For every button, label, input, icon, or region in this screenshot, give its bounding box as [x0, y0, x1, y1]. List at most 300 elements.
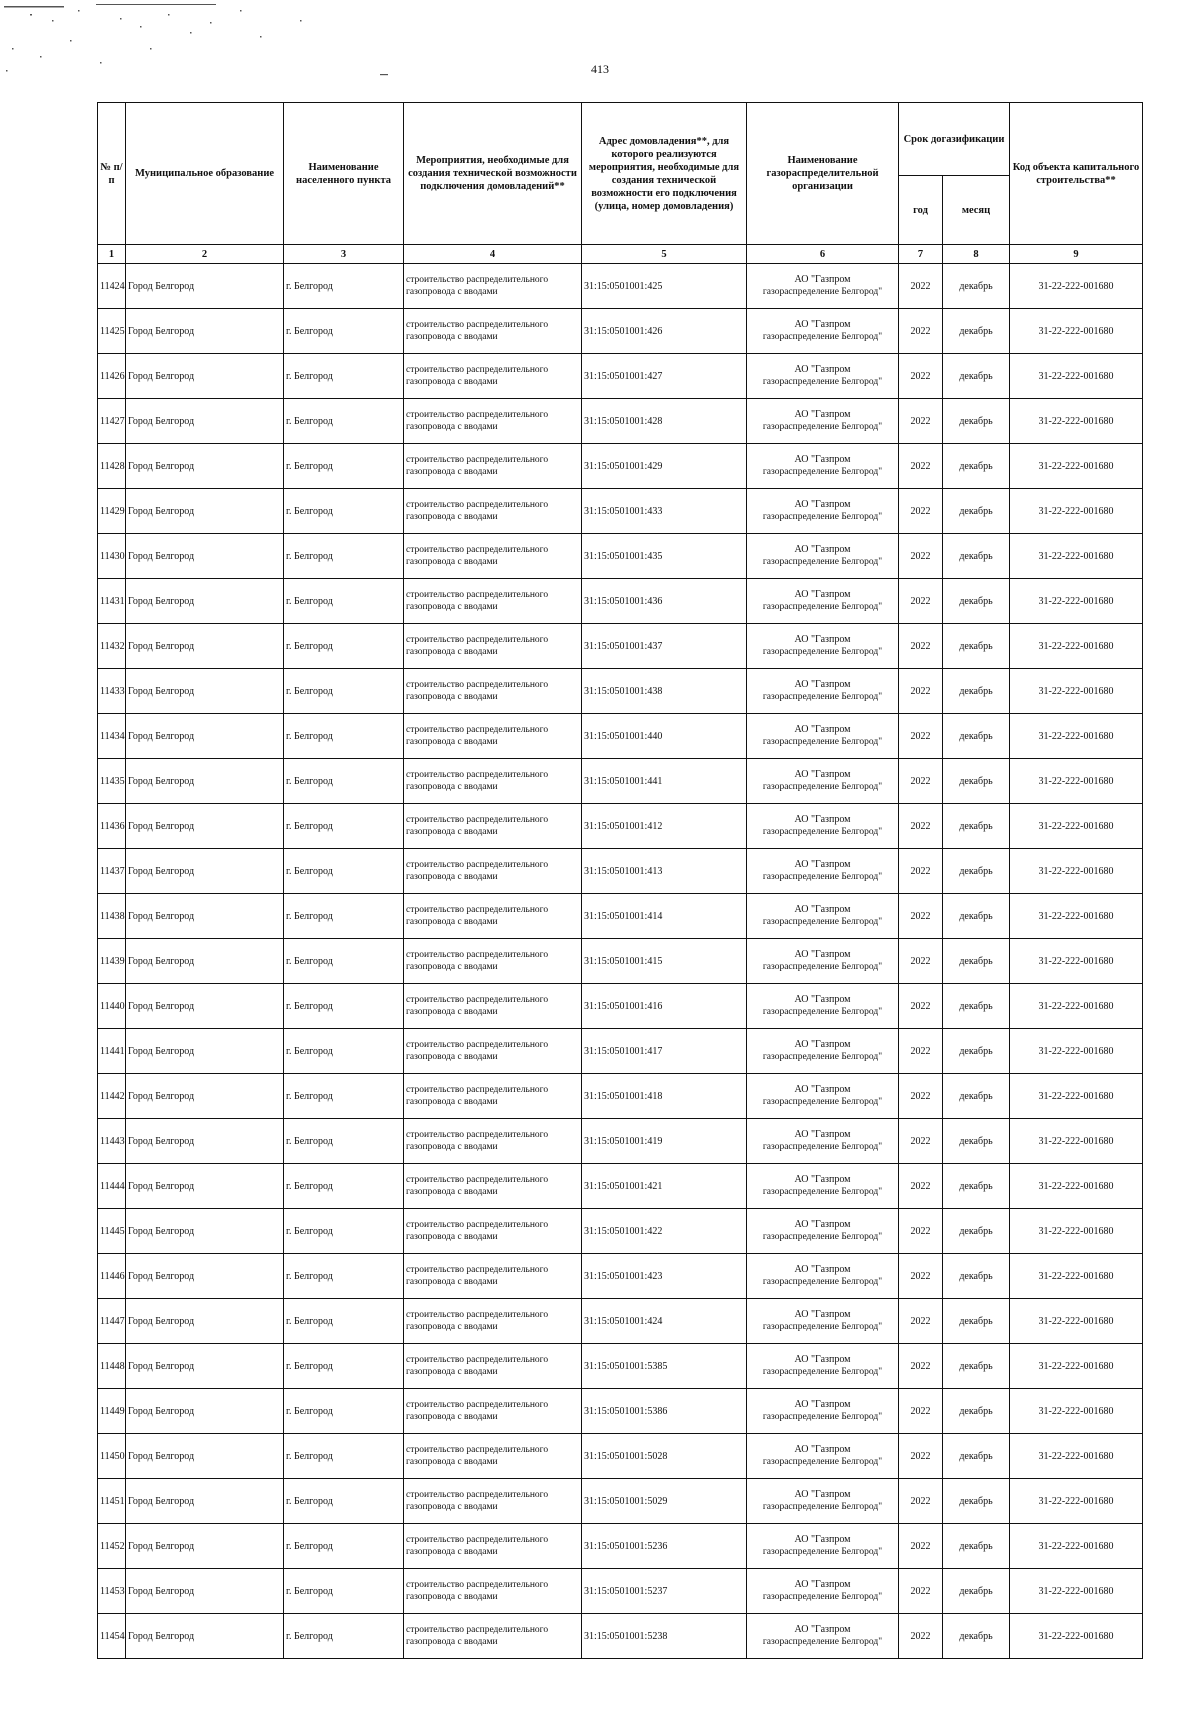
organization-cell	[747, 939, 899, 984]
organization-cell	[747, 399, 899, 444]
settlement-cell: г. Белгород	[284, 849, 404, 894]
settlement-cell: г. Белгород	[284, 1524, 404, 1569]
year-cell: 2022	[899, 1389, 943, 1434]
header-settlement: Наименование населенного пункта	[284, 103, 404, 245]
organization-line-2: газораспределение Белгород"	[762, 1547, 883, 1557]
settlement-cell: г. Белгород	[284, 309, 404, 354]
row-number: 11450	[98, 1434, 126, 1479]
month-cell: декабрь	[943, 1344, 1010, 1389]
activity-cell: строительство распределительного газопровода с вводами	[404, 1614, 582, 1659]
month-cell: декабрь	[943, 1164, 1010, 1209]
month-cell: декабрь	[943, 624, 1010, 669]
month-cell: декабрь	[943, 1614, 1010, 1659]
gasification-table	[97, 102, 1143, 1659]
municipality-cell: Город Белгород	[126, 489, 284, 534]
table-row	[98, 399, 1143, 444]
municipality-cell: Город Белгород	[126, 669, 284, 714]
organization-line-1: АО "Газпром	[794, 1624, 851, 1635]
activity-cell: строительство распределительного газопровода с вводами	[404, 1569, 582, 1614]
address-cell: 31:15:0501001:415	[582, 939, 747, 984]
organization-cell	[747, 714, 899, 759]
code-cell: 31-22-222-001680	[1010, 759, 1143, 804]
month-cell: декабрь	[943, 1389, 1010, 1434]
activity-cell: строительство распределительного газопровода с вводами	[404, 399, 582, 444]
column-number: 2	[126, 245, 284, 264]
organization-line-1: АО "Газпром	[794, 1354, 851, 1365]
month-cell: декабрь	[943, 354, 1010, 399]
organization-line-2: газораспределение Белгород"	[762, 332, 883, 342]
municipality-cell: Город Белгород	[126, 399, 284, 444]
year-cell: 2022	[899, 1524, 943, 1569]
table-row	[98, 669, 1143, 714]
organization-cell	[747, 624, 899, 669]
organization-line-2: газораспределение Белгород"	[762, 602, 883, 612]
settlement-cell: г. Белгород	[284, 759, 404, 804]
year-cell: 2022	[899, 399, 943, 444]
settlement-cell: г. Белгород	[284, 399, 404, 444]
settlement-cell: г. Белгород	[284, 1569, 404, 1614]
activity-cell: строительство распределительного газопровода с вводами	[404, 1074, 582, 1119]
settlement-cell: г. Белгород	[284, 624, 404, 669]
year-cell: 2022	[899, 1569, 943, 1614]
month-cell: декабрь	[943, 489, 1010, 534]
organization-line-1: АО "Газпром	[794, 1309, 851, 1320]
address-cell: 31:15:0501001:437	[582, 624, 747, 669]
code-cell: 31-22-222-001680	[1010, 1074, 1143, 1119]
year-cell: 2022	[899, 309, 943, 354]
address-cell: 31:15:0501001:436	[582, 579, 747, 624]
organization-line-2: газораспределение Белгород"	[762, 1502, 883, 1512]
code-cell: 31-22-222-001680	[1010, 444, 1143, 489]
organization-line-2: газораспределение Белгород"	[762, 377, 883, 387]
month-cell: декабрь	[943, 1209, 1010, 1254]
settlement-cell: г. Белгород	[284, 669, 404, 714]
row-number: 11425	[98, 309, 126, 354]
activity-cell: строительство распределительного газопровода с вводами	[404, 264, 582, 309]
address-cell: 31:15:0501001:5386	[582, 1389, 747, 1434]
organization-line-2: газораспределение Белгород"	[762, 1412, 883, 1422]
settlement-cell: г. Белгород	[284, 534, 404, 579]
code-cell: 31-22-222-001680	[1010, 714, 1143, 759]
activity-cell: строительство распределительного газопровода с вводами	[404, 1119, 582, 1164]
table-row	[98, 984, 1143, 1029]
organization-line-1: АО "Газпром	[794, 364, 851, 375]
settlement-cell: г. Белгород	[284, 939, 404, 984]
organization-cell	[747, 759, 899, 804]
table-row	[98, 309, 1143, 354]
table-row	[98, 1479, 1143, 1524]
organization-cell	[747, 984, 899, 1029]
header-activities: Мероприятия, необходимые для создания технической возможности подключения домовладений**	[404, 103, 582, 245]
activity-cell: строительство распределительного газопровода с вводами	[404, 759, 582, 804]
activity-cell: строительство распределительного газопровода с вводами	[404, 1029, 582, 1074]
table-row	[98, 849, 1143, 894]
table-body	[98, 264, 1143, 1659]
month-cell: декабрь	[943, 399, 1010, 444]
settlement-cell: г. Белгород	[284, 894, 404, 939]
municipality-cell: Город Белгород	[126, 1074, 284, 1119]
code-cell: 31-22-222-001680	[1010, 354, 1143, 399]
settlement-cell: г. Белгород	[284, 1254, 404, 1299]
settlement-cell: г. Белгород	[284, 1164, 404, 1209]
row-number: 11444	[98, 1164, 126, 1209]
organization-line-1: АО "Газпром	[794, 1219, 851, 1230]
activity-cell: строительство распределительного газопровода с вводами	[404, 1434, 582, 1479]
address-cell: 31:15:0501001:5385	[582, 1344, 747, 1389]
table-row	[98, 894, 1143, 939]
row-number: 11430	[98, 534, 126, 579]
year-cell: 2022	[899, 1074, 943, 1119]
organization-cell	[747, 489, 899, 534]
address-cell: 31:15:0501001:427	[582, 354, 747, 399]
activity-cell: строительство распределительного газопровода с вводами	[404, 1164, 582, 1209]
municipality-cell: Город Белгород	[126, 1524, 284, 1569]
municipality-cell: Город Белгород	[126, 1254, 284, 1299]
address-cell: 31:15:0501001:5028	[582, 1434, 747, 1479]
year-cell: 2022	[899, 984, 943, 1029]
code-cell: 31-22-222-001680	[1010, 1299, 1143, 1344]
table-row	[98, 1254, 1143, 1299]
settlement-cell: г. Белгород	[284, 264, 404, 309]
organization-line-2: газораспределение Белгород"	[762, 782, 883, 792]
header-year: год	[899, 176, 943, 245]
year-cell: 2022	[899, 804, 943, 849]
municipality-cell: Город Белгород	[126, 714, 284, 759]
municipality-cell: Город Белгород	[126, 1299, 284, 1344]
month-cell: декабрь	[943, 1119, 1010, 1164]
municipality-cell: Город Белгород	[126, 1479, 284, 1524]
organization-line-1: АО "Газпром	[794, 1129, 851, 1140]
code-cell: 31-22-222-001680	[1010, 399, 1143, 444]
year-cell: 2022	[899, 1209, 943, 1254]
month-cell: декабрь	[943, 1479, 1010, 1524]
row-number: 11446	[98, 1254, 126, 1299]
organization-line-2: газораспределение Белгород"	[762, 827, 883, 837]
organization-cell	[747, 1434, 899, 1479]
code-cell: 31-22-222-001680	[1010, 984, 1143, 1029]
address-cell: 31:15:0501001:441	[582, 759, 747, 804]
row-number: 11441	[98, 1029, 126, 1074]
table-row	[98, 1074, 1143, 1119]
year-cell: 2022	[899, 489, 943, 534]
address-cell: 31:15:0501001:425	[582, 264, 747, 309]
row-number: 11445	[98, 1209, 126, 1254]
organization-cell	[747, 1389, 899, 1434]
organization-cell	[747, 804, 899, 849]
organization-line-2: газораспределение Белгород"	[762, 1097, 883, 1107]
organization-line-2: газораспределение Белгород"	[762, 1277, 883, 1287]
organization-line-2: газораспределение Белгород"	[762, 1007, 883, 1017]
row-number: 11433	[98, 669, 126, 714]
organization-line-2: газораспределение Белгород"	[762, 962, 883, 972]
address-cell: 31:15:0501001:422	[582, 1209, 747, 1254]
code-cell: 31-22-222-001680	[1010, 309, 1143, 354]
row-number: 11449	[98, 1389, 126, 1434]
organization-line-1: АО "Газпром	[794, 994, 851, 1005]
year-cell: 2022	[899, 1614, 943, 1659]
activity-cell: строительство распределительного газопровода с вводами	[404, 1344, 582, 1389]
organization-line-1: АО "Газпром	[794, 1534, 851, 1545]
row-number: 11429	[98, 489, 126, 534]
address-cell: 31:15:0501001:423	[582, 1254, 747, 1299]
month-cell: декабрь	[943, 1434, 1010, 1479]
row-number: 11454	[98, 1614, 126, 1659]
month-cell: декабрь	[943, 1299, 1010, 1344]
organization-line-1: АО "Газпром	[794, 1399, 851, 1410]
month-cell: декабрь	[943, 534, 1010, 579]
settlement-cell: г. Белгород	[284, 1074, 404, 1119]
municipality-cell: Город Белгород	[126, 1344, 284, 1389]
municipality-cell: Город Белгород	[126, 534, 284, 579]
settlement-cell: г. Белгород	[284, 1614, 404, 1659]
row-number: 11451	[98, 1479, 126, 1524]
organization-line-1: АО "Газпром	[794, 1174, 851, 1185]
header-municipality: Муниципальное образование	[126, 103, 284, 245]
row-number: 11432	[98, 624, 126, 669]
organization-cell	[747, 1479, 899, 1524]
month-cell: декабрь	[943, 669, 1010, 714]
organization-cell	[747, 264, 899, 309]
municipality-cell: Город Белгород	[126, 1569, 284, 1614]
activity-cell: строительство распределительного газопровода с вводами	[404, 849, 582, 894]
municipality-cell: Город Белгород	[126, 354, 284, 399]
row-number: 11453	[98, 1569, 126, 1614]
code-cell: 31-22-222-001680	[1010, 264, 1143, 309]
activity-cell: строительство распределительного газопровода с вводами	[404, 939, 582, 984]
organization-cell	[747, 1209, 899, 1254]
organization-line-2: газораспределение Белгород"	[762, 1457, 883, 1467]
year-cell: 2022	[899, 1254, 943, 1299]
month-cell: декабрь	[943, 309, 1010, 354]
code-cell: 31-22-222-001680	[1010, 534, 1143, 579]
address-cell: 31:15:0501001:426	[582, 309, 747, 354]
municipality-cell: Город Белгород	[126, 1029, 284, 1074]
settlement-cell: г. Белгород	[284, 1389, 404, 1434]
organization-line-2: газораспределение Белгород"	[762, 1367, 883, 1377]
code-cell: 31-22-222-001680	[1010, 1389, 1143, 1434]
month-cell: декабрь	[943, 579, 1010, 624]
row-number: 11436	[98, 804, 126, 849]
organization-line-1: АО "Газпром	[794, 904, 851, 915]
organization-cell	[747, 1524, 899, 1569]
column-number: 9	[1010, 245, 1143, 264]
table-row	[98, 264, 1143, 309]
table-row	[98, 534, 1143, 579]
year-cell: 2022	[899, 624, 943, 669]
municipality-cell: Город Белгород	[126, 804, 284, 849]
month-cell: декабрь	[943, 1569, 1010, 1614]
organization-line-2: газораспределение Белгород"	[762, 917, 883, 927]
organization-line-1: АО "Газпром	[794, 499, 851, 510]
month-cell: декабрь	[943, 849, 1010, 894]
municipality-cell: Город Белгород	[126, 759, 284, 804]
organization-line-1: АО "Газпром	[794, 949, 851, 960]
organization-line-2: газораспределение Белгород"	[762, 1142, 883, 1152]
activity-cell: строительство распределительного газопровода с вводами	[404, 1254, 582, 1299]
settlement-cell: г. Белгород	[284, 1029, 404, 1074]
code-cell: 31-22-222-001680	[1010, 849, 1143, 894]
municipality-cell: Город Белгород	[126, 894, 284, 939]
row-number: 11439	[98, 939, 126, 984]
row-number: 11442	[98, 1074, 126, 1119]
organization-line-1: АО "Газпром	[794, 1489, 851, 1500]
table-row	[98, 1344, 1143, 1389]
address-cell: 31:15:0501001:416	[582, 984, 747, 1029]
organization-cell	[747, 1299, 899, 1344]
header-num: № п/п	[98, 103, 126, 245]
organization-cell	[747, 669, 899, 714]
organization-line-1: АО "Газпром	[794, 1444, 851, 1455]
year-cell: 2022	[899, 264, 943, 309]
year-cell: 2022	[899, 1344, 943, 1389]
organization-cell	[747, 1344, 899, 1389]
code-cell: 31-22-222-001680	[1010, 1524, 1143, 1569]
column-number: 3	[284, 245, 404, 264]
year-cell: 2022	[899, 1164, 943, 1209]
municipality-cell: Город Белгород	[126, 579, 284, 624]
row-number: 11435	[98, 759, 126, 804]
activity-cell: строительство распределительного газопровода с вводами	[404, 354, 582, 399]
year-cell: 2022	[899, 354, 943, 399]
organization-cell	[747, 1254, 899, 1299]
row-number: 11426	[98, 354, 126, 399]
settlement-cell: г. Белгород	[284, 1434, 404, 1479]
code-cell: 31-22-222-001680	[1010, 894, 1143, 939]
activity-cell: строительство распределительного газопровода с вводами	[404, 669, 582, 714]
activity-cell: строительство распределительного газопровода с вводами	[404, 984, 582, 1029]
year-cell: 2022	[899, 444, 943, 489]
organization-line-1: АО "Газпром	[794, 589, 851, 600]
organization-line-2: газораспределение Белгород"	[762, 1232, 883, 1242]
month-cell: декабрь	[943, 444, 1010, 489]
year-cell: 2022	[899, 939, 943, 984]
organization-cell	[747, 309, 899, 354]
table-row	[98, 1164, 1143, 1209]
organization-cell	[747, 444, 899, 489]
year-cell: 2022	[899, 759, 943, 804]
activity-cell: строительство распределительного газопровода с вводами	[404, 489, 582, 534]
organization-line-2: газораспределение Белгород"	[762, 1187, 883, 1197]
settlement-cell: г. Белгород	[284, 1209, 404, 1254]
table-row	[98, 1614, 1143, 1659]
activity-cell: строительство распределительного газопровода с вводами	[404, 309, 582, 354]
year-cell: 2022	[899, 849, 943, 894]
row-number: 11443	[98, 1119, 126, 1164]
activity-cell: строительство распределительного газопровода с вводами	[404, 1479, 582, 1524]
organization-line-2: газораспределение Белгород"	[762, 692, 883, 702]
table-row	[98, 1569, 1143, 1614]
table-row	[98, 354, 1143, 399]
code-cell: 31-22-222-001680	[1010, 1614, 1143, 1659]
code-cell: 31-22-222-001680	[1010, 1119, 1143, 1164]
month-cell: декабрь	[943, 894, 1010, 939]
table-row	[98, 444, 1143, 489]
table-row	[98, 1029, 1143, 1074]
row-number: 11431	[98, 579, 126, 624]
activity-cell: строительство распределительного газопровода с вводами	[404, 1524, 582, 1569]
header-code: Код объекта капитального строительства**	[1010, 103, 1143, 245]
address-cell: 31:15:0501001:428	[582, 399, 747, 444]
organization-line-1: АО "Газпром	[794, 769, 851, 780]
settlement-cell: г. Белгород	[284, 714, 404, 759]
settlement-cell: г. Белгород	[284, 1299, 404, 1344]
organization-line-2: газораспределение Белгород"	[762, 1637, 883, 1647]
column-number: 1	[98, 245, 126, 264]
year-cell: 2022	[899, 1119, 943, 1164]
year-cell: 2022	[899, 1479, 943, 1524]
table-row	[98, 579, 1143, 624]
address-cell: 31:15:0501001:417	[582, 1029, 747, 1074]
row-number: 11428	[98, 444, 126, 489]
column-number: 6	[747, 245, 899, 264]
organization-cell	[747, 579, 899, 624]
organization-line-2: газораспределение Белгород"	[762, 647, 883, 657]
month-cell: декабрь	[943, 939, 1010, 984]
municipality-cell: Город Белгород	[126, 1119, 284, 1164]
organization-line-2: газораспределение Белгород"	[762, 1052, 883, 1062]
organization-line-1: АО "Газпром	[794, 1084, 851, 1095]
year-cell: 2022	[899, 894, 943, 939]
code-cell: 31-22-222-001680	[1010, 1029, 1143, 1074]
row-number: 11437	[98, 849, 126, 894]
table-row	[98, 489, 1143, 534]
settlement-cell: г. Белгород	[284, 804, 404, 849]
table-row	[98, 1524, 1143, 1569]
column-number: 7	[899, 245, 943, 264]
activity-cell: строительство распределительного газопровода с вводами	[404, 714, 582, 759]
address-cell: 31:15:0501001:412	[582, 804, 747, 849]
organization-line-1: АО "Газпром	[794, 1039, 851, 1050]
settlement-cell: г. Белгород	[284, 984, 404, 1029]
month-cell: декабрь	[943, 714, 1010, 759]
column-number: 5	[582, 245, 747, 264]
organization-cell	[747, 1164, 899, 1209]
organization-line-1: АО "Газпром	[794, 814, 851, 825]
code-cell: 31-22-222-001680	[1010, 1164, 1143, 1209]
organization-line-2: газораспределение Белгород"	[762, 1322, 883, 1332]
year-cell: 2022	[899, 1029, 943, 1074]
organization-line-1: АО "Газпром	[794, 544, 851, 555]
table-row	[98, 1434, 1143, 1479]
activity-cell: строительство распределительного газопровода с вводами	[404, 1389, 582, 1434]
address-cell: 31:15:0501001:5236	[582, 1524, 747, 1569]
organization-line-1: АО "Газпром	[794, 724, 851, 735]
organization-cell	[747, 1029, 899, 1074]
row-number: 11447	[98, 1299, 126, 1344]
row-number: 11427	[98, 399, 126, 444]
activity-cell: строительство распределительного газопровода с вводами	[404, 1299, 582, 1344]
table-row	[98, 804, 1143, 849]
settlement-cell: г. Белгород	[284, 489, 404, 534]
organization-line-1: АО "Газпром	[794, 1264, 851, 1275]
code-cell: 31-22-222-001680	[1010, 489, 1143, 534]
code-cell: 31-22-222-001680	[1010, 1569, 1143, 1614]
organization-line-2: газораспределение Белгород"	[762, 512, 883, 522]
month-cell: декабрь	[943, 759, 1010, 804]
activity-cell: строительство распределительного газопровода с вводами	[404, 444, 582, 489]
address-cell: 31:15:0501001:421	[582, 1164, 747, 1209]
activity-cell: строительство распределительного газопровода с вводами	[404, 804, 582, 849]
organization-line-2: газораспределение Белгород"	[762, 467, 883, 477]
organization-cell	[747, 1614, 899, 1659]
activity-cell: строительство распределительного газопровода с вводами	[404, 579, 582, 624]
header-term: Срок догазификации	[899, 103, 1010, 176]
table-row	[98, 1389, 1143, 1434]
code-cell: 31-22-222-001680	[1010, 624, 1143, 669]
municipality-cell: Город Белгород	[126, 849, 284, 894]
organization-line-1: АО "Газпром	[794, 859, 851, 870]
organization-line-1: АО "Газпром	[794, 679, 851, 690]
